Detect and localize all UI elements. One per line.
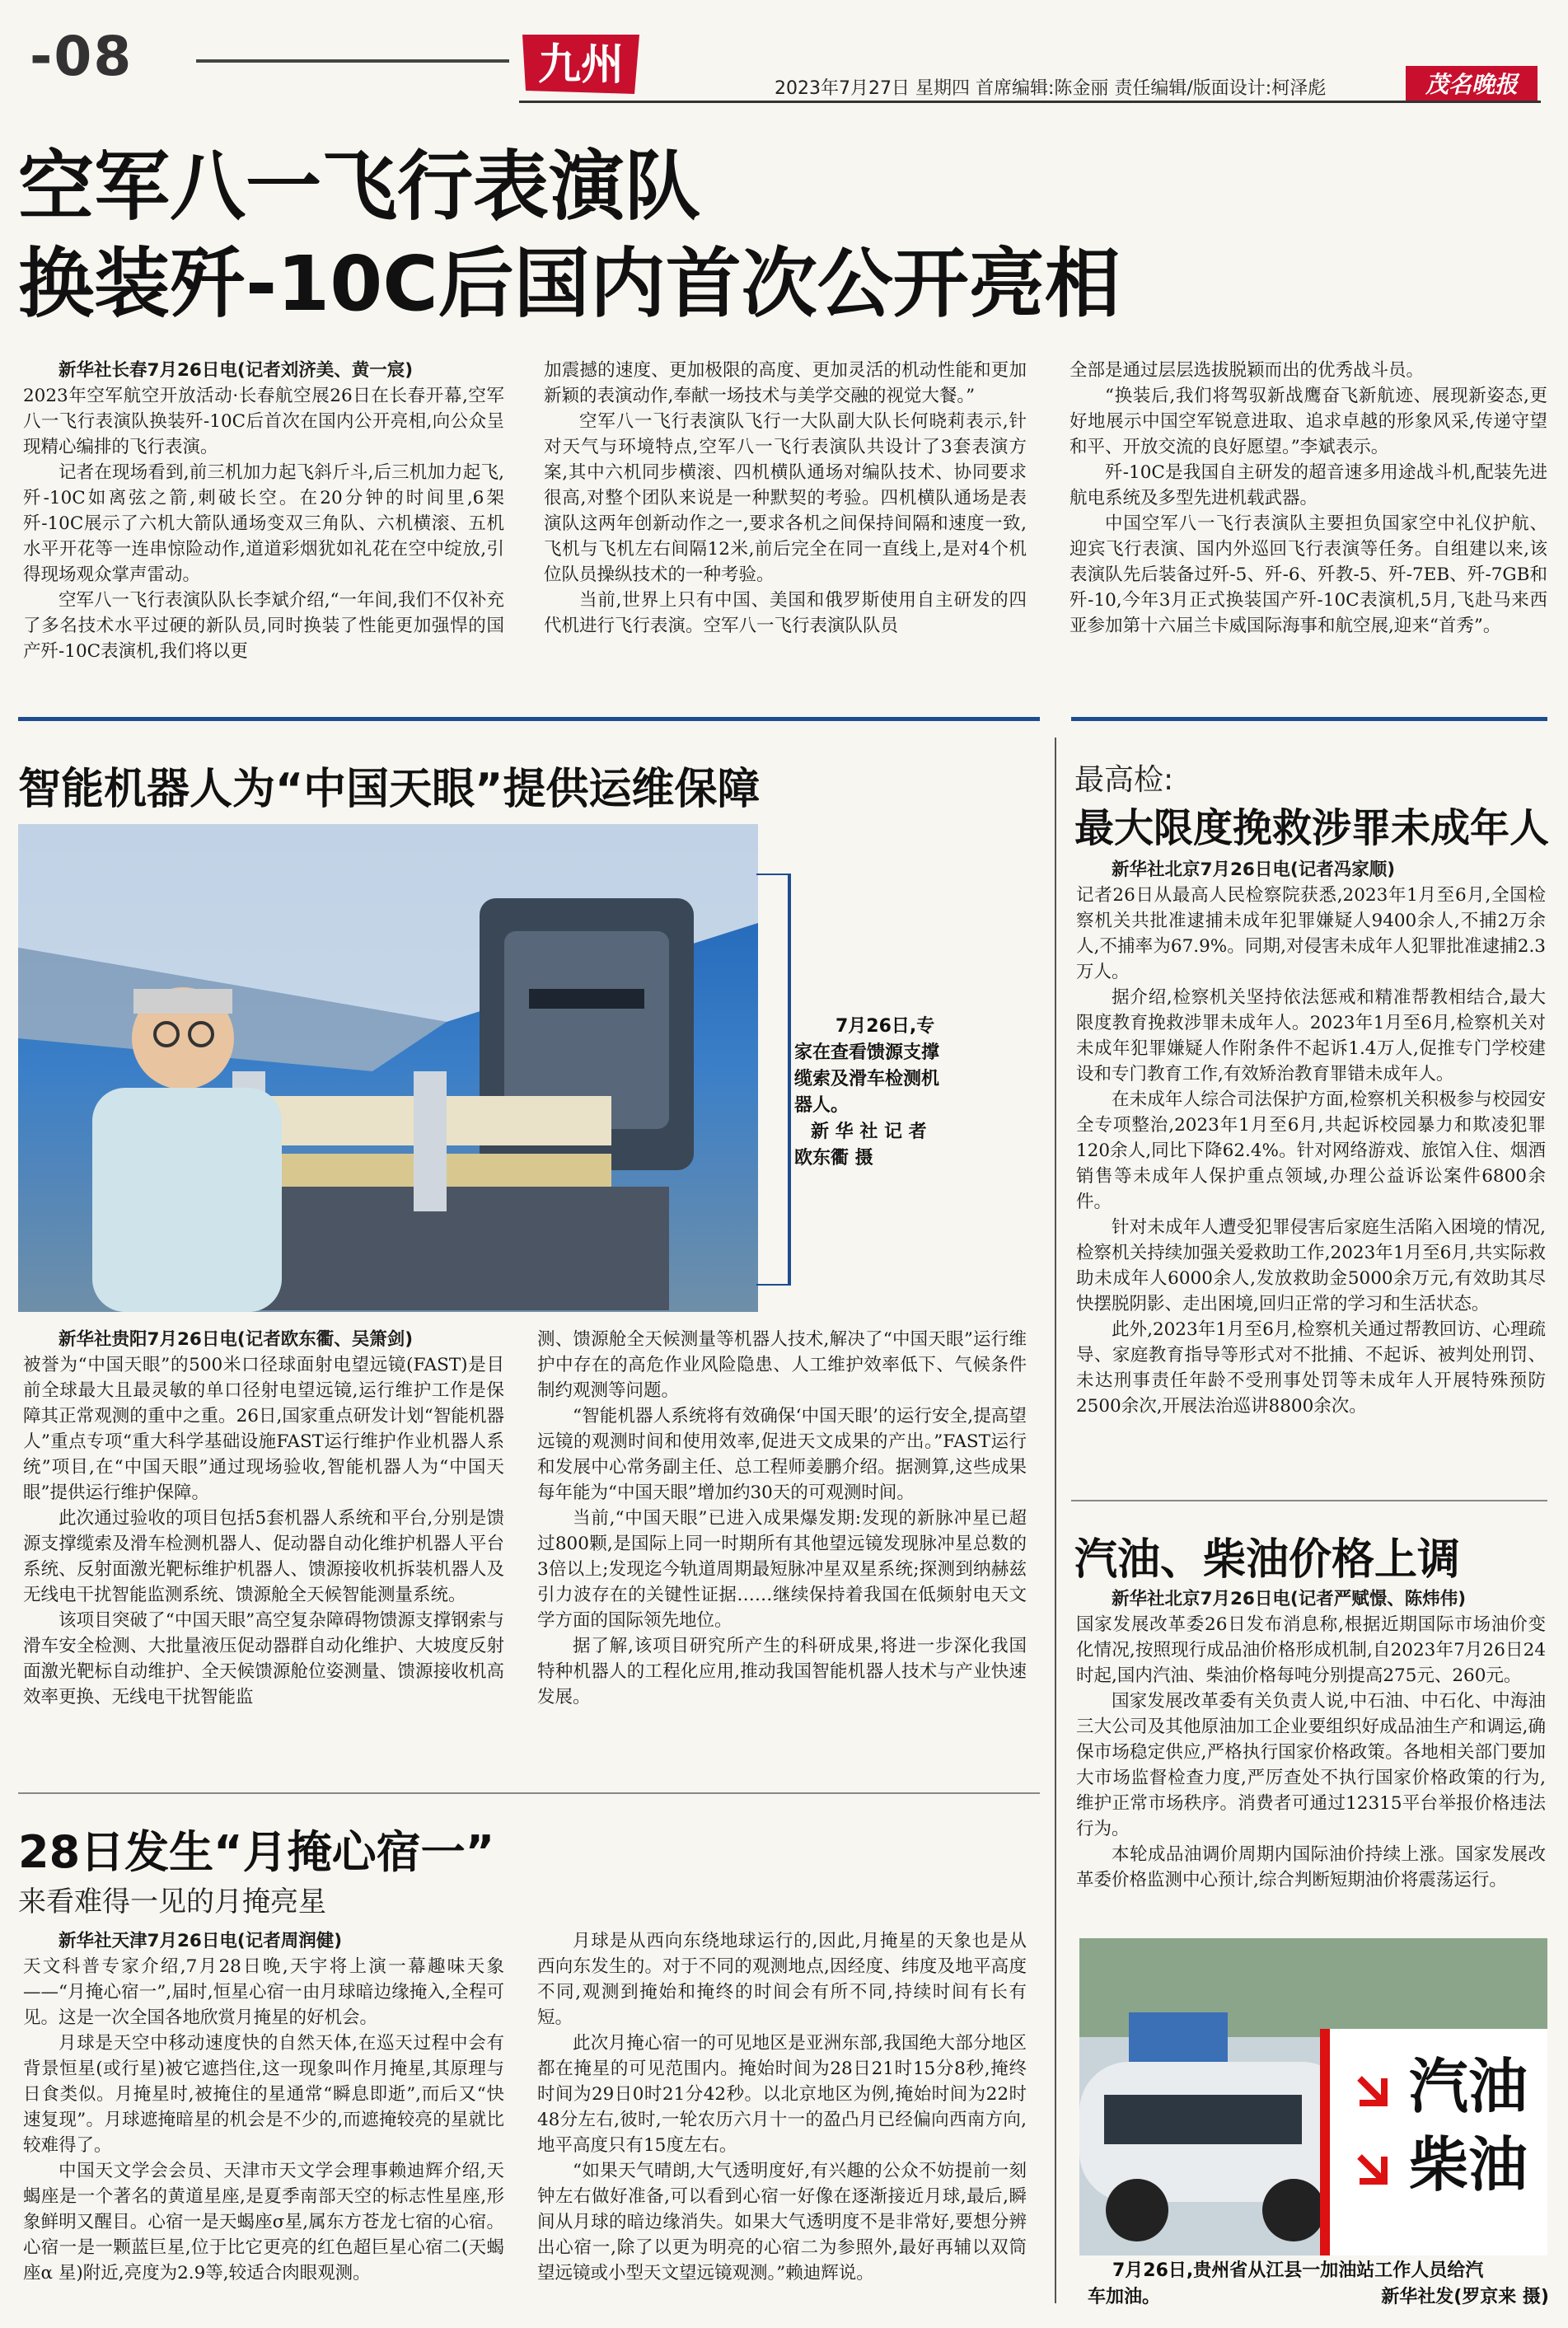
court-para: 此外,2023年1月至6月,检察机关通过帮教回访、心理疏导、家庭教育指导等形式对不批捕、不起诉、被判处刑罚、未达刑事责任年龄不受刑事处罚等未成年人开展特殊预防2500余次,开展法治巡讲8800余次。 <box>1076 1319 1546 1417</box>
moon-para: 中国天文学会会员、天津市天文学会理事赖迪辉介绍,天蝎座是一个著名的黄道星座,是夏季南部天空的标志性星座,形象鲜明又醒目。心宿一是天蝎座σ星,属东方苍龙七宿的心宿。心宿一是一颗蓝巨星,位于比它更亮的红色超巨星心宿二(天蝎座α 星)附近,亮度为2.9等,较适合肉眼观测。 <box>23 2161 504 2284</box>
court-body <box>1076 857 1546 1419</box>
lead-para: 2023年空军航空开放活动·长春航空展26日在长春开幕,空军八一飞行表演队换装歼-10C后首次在国内公开亮相,向公众呈现精心编排的飞行表演。 <box>23 386 504 457</box>
moon-dateline: 新华社天津7月26日电(记者周润健) <box>59 1931 343 1951</box>
moon-para: 月球是从西向东绕地球运行的,因此,月掩星的天象也是从西向东发生的。对于不同的观测地点,因经度、纬度及地平高度不同,观测到掩始和掩终的时间会有所不同,持续时间有长有短。 <box>537 1931 1027 2028</box>
section-rule <box>18 1792 1040 1794</box>
court-kicker: 最高检: <box>1074 763 1174 797</box>
lead-para: 歼-10C是我国自主研发的超音速多用途战斗机,配装先进航电系统及多型先进机载武器。 <box>1070 462 1547 508</box>
moon-subhead: 来看难得一见的月掩亮星 <box>18 1885 326 1918</box>
caption-line: 车加油。 <box>1088 2287 1161 2307</box>
lead-para: 全部是通过层层选拔脱颖而出的优秀战斗员。 <box>1070 360 1425 381</box>
fuel-photo <box>1079 1938 1547 2255</box>
lead-para: 加震撼的速度、更加极限的高度、更加灵活的机动性能和更加新颖的表演动作,奉献一场技术与美学交融的视觉大餐。” <box>544 360 1027 406</box>
fast-para: 据了解,该项目研究所产生的科研成果,将进一步深化我国特种机器人的工程化应用,推动我国智能机器人技术与产业快速发展。 <box>537 1636 1027 1707</box>
court-para: 记者26日从最高人民检察院获悉,2023年1月至6月,全国检察机关共批准逮捕未成年犯罪嫌疑人9400余人,不捕2万余人,不捕率为67.9%。同期,对侵害未成年人犯罪批准逮捕2.3万人。 <box>1076 885 1546 982</box>
fuel-para: 国家发展改革委26日发布消息称,根据近期国际市场油价变化情况,按照现行成品油价格形成机制,自2023年7月26日24时起,国内汽油、柴油价格每吨分别提高275元、260元。 <box>1076 1614 1546 1686</box>
fast-para: 当前,“中国天眼”已进入成果爆发期:发现的新脉冲星已超过800颗,是国际上同一时期所有其他望远镜发现脉冲星总数的3倍以上;发现迄今轨道周期最短脉冲星双星系统;探测到纳赫兹引力波存在的关键性证据……继续保持着我国在低频射电天文学方面的国际领先地位。 <box>537 1508 1027 1631</box>
court-headline: 最大限度挽救涉罪未成年人 <box>1074 805 1550 851</box>
fast-col-2 <box>537 1327 1027 1710</box>
column-rule <box>1055 738 1056 2303</box>
caption-line: 缆索及滑车检测机 <box>794 1069 940 1089</box>
lead-headline-line1: 空军八一飞行表演队 <box>18 143 701 231</box>
issue-meta: 2023年7月27日 星期四 首席编辑:陈金丽 责任编辑/版面设计:柯泽彪 <box>775 78 1327 99</box>
right-rule <box>1071 1500 1547 1501</box>
fuel-para: 国家发展改革委有关负责人说,中石油、中石化、中海油三大公司及其他原油加工企业要组织好成品油生产和调运,确保市场稳定供应,严格执行国家价格政策。各地相关部门要加大市场监督检查力度,严厉查处不执行国家价格政策的行为,维护正常市场秩序。消费者可通过12315平台举报价格违法行为。 <box>1076 1691 1546 1839</box>
moon-para: 天文科普专家介绍,7月28日晚,天宇将上演一幕趣味天象——“月掩心宿一”,届时,恒星心宿一由月球暗边缘掩入,全程可见。这是一次全国各地欣赏月掩星的好机会。 <box>23 1956 504 2028</box>
fast-para: 此次通过验收的项目包括5套机器人系统和平台,分别是馈源支撑缆索及滑车检测机器人、促动器自动化维护机器人平台系统、反射面激光靶标维护机器人、馈源接收机拆装机器人及无线电干扰智能监测系统、馈源舱全天候智能测量系统。 <box>23 1508 504 1605</box>
lead-para: 记者在现场看到,前三机加力起飞斜斤斗,后三机加力起飞,歼-10C如离弦之箭,刺破长空。在20分钟的时间里,6架歼-10C展示了六机大箭队通场变双三角队、六机横滚、五机水平开花等一连串惊险动作,道道彩烟犹如礼花在空中绽放,引得现场观众掌声雷动。 <box>23 462 504 585</box>
moon-col-2 <box>537 1928 1027 2286</box>
lead-para: 中国空军八一飞行表演队主要担负国家空中礼仪护航、迎宾飞行表演、国内外巡回飞行表演等任务。自组建以来,该表演队先后装备过歼-5、歼-6、歼教-5、歼-7EB、歼-7GB和歼-10,今年3月正式换装国产歼-10C表演机,5月,飞赴马来西亚参加第十六届兰卡威国际海事和航空展,迎来“首秀”。 <box>1070 513 1547 636</box>
lead-dateline: 新华社长春7月26日电(记者刘济美、黄一宸) <box>59 360 414 381</box>
sign-diesel: 柴油 <box>1409 2130 1528 2199</box>
caption-credit: 新华社发(罗京来 摄) <box>1381 2287 1549 2307</box>
fast-para: “智能机器人系统将有效确保‘中国天眼’的运行安全,提高望远镜的观测时间和使用效率,促进天文成果的产出。”FAST运行和发展中心常务副主任、总工程师姜鹏介绍。据测算,这些成果每年能为“中国天眼”增加约30天的可观测时间。 <box>537 1406 1027 1503</box>
section-logo-text: 九州 <box>537 40 625 90</box>
moon-headline: 28日发生“月掩心宿一” <box>18 1826 495 1878</box>
lead-headline <box>18 138 1121 333</box>
page-number: -08 <box>30 25 133 88</box>
court-para: 在未成年人综合司法保护方面,检察机关积极参与校园安全专项整治,2023年1月至6月,共起诉校园暴力和欺凌犯罪120余人,同比下降62.4%。针对网络游戏、旅馆入住、烟酒销售等未成年人保护重点领域,办理公益诉讼案件6800余件。 <box>1076 1089 1546 1212</box>
fast-col-1 <box>23 1327 504 1710</box>
moon-para: “如果天气晴朗,大气透明度好,有兴趣的公众不妨提前一刻钟左右做好准备,可以看到心宿一好像在逐渐接近月球,最后,瞬间从月球的暗边缘消失。如果大气透明度不是非常好,要想分辨出心宿一,除了以更为明亮的心宿二为参照外,最好再辅以双筒望远镜或小型天文望远镜观测。”赖迪辉说。 <box>537 2161 1027 2284</box>
divider-blue-left <box>18 717 1040 721</box>
robot-photo-illustration <box>18 824 758 1312</box>
fast-headline: 智能机器人为“中国天眼”提供运维保障 <box>18 765 761 814</box>
fuel-dateline: 新华社北京7月26日电(记者严赋憬、陈炜伟) <box>1112 1589 1467 1609</box>
fast-para: 该项目突破了“中国天眼”高空复杂障碍物馈源支撑钢索与滑车安全检测、大批量液压促动器群自动化维护、大坡度反射面激光靶标自动维护、全天候馈源舱位姿测量、馈源接收机高效率更换、无线电干扰智能监 <box>23 1610 504 1707</box>
fast-dateline: 新华社贵阳7月26日电(记者欧东衢、吴箫剑) <box>59 1329 414 1350</box>
header-rule <box>519 101 1541 103</box>
fast-para: 被誉为“中国天眼”的500米口径球面射电望远镜(FAST)是目前全球最大且最灵敏的单口径射电望远镜,运行维护工作是保障其正常观测的重中之重。26日,国家重点研发计划“智能机器人”重点专项“重大科学基础设施FAST运行维护作业机器人系统”项目,在“中国天眼”通过现场验收,智能机器人为“中国天眼”提供运行维护保障。 <box>23 1355 504 1503</box>
lead-para: 当前,世界上只有中国、美国和俄罗斯使用自主研发的四代机进行飞行表演。空军八一飞行表演队队员 <box>544 590 1027 636</box>
court-dateline: 新华社北京7月26日电(记者冯家顺) <box>1112 860 1396 880</box>
fuel-headline: 汽油、柴油价格上调 <box>1074 1535 1461 1585</box>
section-logo <box>519 28 643 99</box>
moon-para: 此次月掩心宿一的可见地区是亚洲东部,我国绝大部分地区都在掩星的可见范围内。掩始时间为28日21时15分8秒,掩终时间为29日0时21分42秒。以北京地区为例,掩始时间为22时48分左右,彼时,一轮农历六月十一的盈凸月已经偏向西南方向,地平高度只有15度左右。 <box>537 2033 1027 2156</box>
fast-photo <box>18 824 758 1312</box>
caption-line: 7月26日,专 <box>835 1016 935 1037</box>
caption-line-2 <box>1088 2284 1549 2311</box>
caption-line: 器人。 <box>794 1095 850 1116</box>
caption-credit: 欧东衢 摄 <box>794 1148 873 1169</box>
court-para: 据介绍,检察机关坚持依法惩戒和精准帮教相结合,最大限度教育挽救涉罪未成年人。2023年1月至6月,检察机关对未成年犯罪嫌疑人作附条件不起诉1.4万人,促推专门学校建设和专门教育工作,有效矫治教育罪错未成年人。 <box>1076 987 1546 1084</box>
lead-col-3 <box>1070 358 1547 639</box>
sign-petrol: 汽油 <box>1409 2052 1528 2121</box>
lead-col-2 <box>544 358 1027 639</box>
newspaper-brand: 茂名晚报 <box>1406 66 1538 101</box>
fuel-caption <box>1088 2258 1549 2311</box>
caption-credit: 新 华 社 记 者 <box>811 1122 927 1142</box>
caption-line: 家在查看馈源支撑 <box>794 1042 940 1063</box>
moon-para: 月球是天空中移动速度快的自然天体,在巡天过程中会有背景恒星(或行星)被它遮挡住,这一现象叫作月掩星,其原理与日食类似。月掩星时,被掩住的星通常“瞬息即逝”,而后又“快速复现”。月球遮掩暗星的机会是不少的,而遮掩较亮的星就比较难得了。 <box>23 2033 504 2156</box>
fast-caption <box>794 1014 967 1172</box>
moon-col-1 <box>23 1928 504 2286</box>
lead-headline-line2: 换装歼-10C后国内首次公开亮相 <box>18 240 1121 328</box>
fast-para: 测、馈源舱全天候测量等机器人技术,解决了“中国天眼”运行维护中存在的高危作业风险隐患、人工维护效率低下、气候条件制约观测等问题。 <box>537 1329 1027 1401</box>
divider-blue-right <box>1071 717 1547 721</box>
court-para: 针对未成年人遭受犯罪侵害后家庭生活陷入困境的情况,检察机关持续加强关爱救助工作,2023年1月至6月,共实际救助未成年人6000余人,发放救助金5000余万元,有效助其尽快摆脱阴影、走出困境,回归正常的学习和生活状态。 <box>1076 1217 1546 1314</box>
lead-col-1 <box>23 358 504 664</box>
fuel-para: 本轮成品油调价周期内国际油价持续上涨。国家发展改革委价格监测中心预计,综合判断短期油价将震荡运行。 <box>1076 1844 1546 1890</box>
top-rule <box>196 59 509 63</box>
lead-para: 空军八一飞行表演队飞行一大队副大队长何晓莉表示,针对天气与环境特点,空军八一飞行表演队共设计了3套表演方案,其中六机同步横滚、四机横队通场对编队技术、协同要求很高,对整个团队来说是一种默契的考验。四机横队通场是表演队这两年创新动作之一,要求各机之间保持间隔和速度一致,飞机与飞机左右间隔12米,前后完全在同一直线上,是对4个机位队员操纵技术的一种考验。 <box>544 411 1027 585</box>
fuel-body <box>1076 1586 1546 1893</box>
lead-para: “换装后,我们将驾驭新战鹰奋飞新航迹、展现新姿态,更好地展示中国空军锐意进取、追求卓越的形象风采,传递守望和平、开放交流的良好愿望。”李斌表示。 <box>1070 386 1547 457</box>
gas-station-illustration <box>1079 1938 1547 2255</box>
lead-para: 空军八一飞行表演队队长李斌介绍,“一年间,我们不仅补充了多名技术水平过硬的新队员,同时换装了性能更加强悍的国产歼-10C表演机,我们将以更 <box>23 590 504 662</box>
caption-line: 7月26日,贵州省从江县一加油站工作人员给汽 <box>1112 2260 1484 2281</box>
